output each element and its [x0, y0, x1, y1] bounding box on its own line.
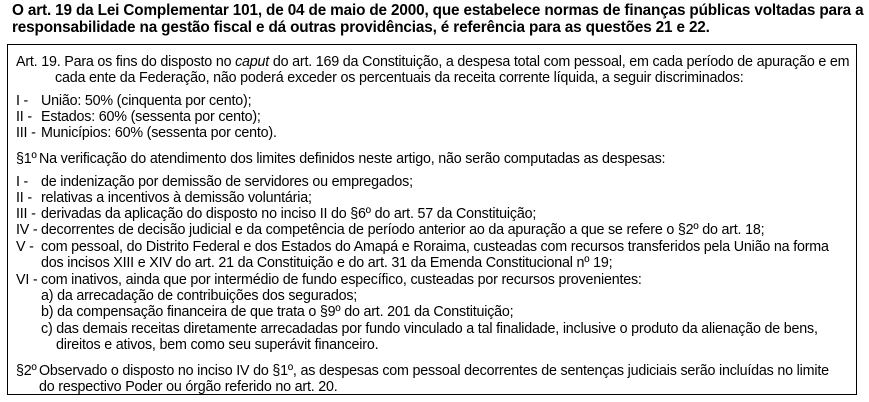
subitem-cont: direitos e ativos, bem como seu superávit financeiro.	[56, 337, 379, 353]
item-label: II -	[16, 109, 32, 125]
item-label: III -	[16, 125, 36, 141]
paragraph-label: §2º	[16, 363, 37, 379]
limit-item	[16, 125, 277, 141]
item-label: I -	[16, 174, 29, 190]
item-text: Estados: 60% (sessenta por cento);	[41, 109, 261, 125]
law-text-box	[7, 44, 857, 395]
exclusion-item	[16, 239, 829, 255]
item-text: União: 50% (cinquenta por cento);	[41, 93, 252, 109]
item-label: III -	[16, 206, 36, 222]
exclusion-item	[16, 222, 765, 238]
exclusion-item	[16, 174, 413, 190]
exclusion-item	[16, 206, 537, 222]
intro-line-2: responsabilidade na gestão fiscal e dá outras providências, é referência para as questões 21 e 22.	[12, 19, 710, 36]
article-heading	[16, 54, 849, 70]
exclusion-item	[16, 190, 312, 206]
paragraph-label: §1º	[16, 151, 37, 167]
limit-item	[16, 93, 252, 109]
paragraph-1	[16, 151, 666, 167]
item-label: II -	[16, 190, 32, 206]
item-text: com pessoal, do Distrito Federal e dos Estados do Amapá e Roraima, custeadas com recursos transferidos pela União na forma	[41, 239, 829, 255]
article-heading-a: Art. 19. Para os fins do disposto no	[16, 54, 236, 70]
item-label: V -	[16, 239, 34, 255]
item-text: derivadas da aplicação do disposto no inciso II do §6º do art. 57 da Constituição;	[41, 206, 537, 222]
paragraph-2-cont: do respectivo Poder ou órgão referido no art. 20.	[39, 379, 338, 395]
paragraph-text: Observado o disposto no inciso IV do §1º, as despesas com pessoal decorrentes de sentenças judiciais serão incluídas no limite	[39, 363, 829, 379]
limit-item	[16, 109, 261, 125]
exclusion-item	[16, 272, 642, 288]
item-text: Municípios: 60% (sessenta por cento).	[41, 125, 277, 141]
exclusion-item-cont: dos incisos XIII e XIV do art. 21 da Constituição e do art. 31 da Emenda Constitucional nº 19;	[41, 255, 613, 271]
item-text: de indenização por demissão de servidores ou empregados;	[41, 174, 413, 190]
intro-line-1: O art. 19 da Lei Complementar 101, de 04 de maio de 2000, que estabelece normas de finanças públicas voltadas para a	[12, 2, 864, 19]
item-text: relativas a incentivos à demissão voluntária;	[41, 190, 312, 206]
paragraph-2	[16, 363, 829, 379]
subitem: b) da compensação financeira de que trata o §9º do art. 201 da Constituição;	[41, 304, 514, 320]
article-heading-b: do art. 169 da Constituição, a despesa total com pessoal, em cada período de apuração e em	[269, 54, 850, 70]
item-label: I -	[16, 93, 29, 109]
item-label: IV -	[16, 222, 38, 238]
paragraph-text: Na verificação do atendimento dos limites definidos neste artigo, não serão computadas as despesas:	[39, 151, 666, 167]
article-heading-cont: cada ente da Federação, não poderá exceder os percentuais da receita corrente líquida, a seguir discriminados:	[55, 70, 744, 86]
subitem: c) das demais receitas diretamente arrecadadas por fundo vinculado a tal finalidade, inclusive o produto da alienação de bens,	[41, 321, 818, 337]
subitem: a) da arrecadação de contribuições dos segurados;	[41, 288, 358, 304]
item-text: com inativos, ainda que por intermédio de fundo específico, custeadas por recursos provenientes:	[41, 272, 642, 288]
item-label: VI -	[16, 272, 38, 288]
caput-term: caput	[235, 54, 270, 70]
item-text: decorrentes de decisão judicial e da competência de período anterior ao da apuração a que se refere o §2º do art. 18;	[41, 222, 765, 238]
